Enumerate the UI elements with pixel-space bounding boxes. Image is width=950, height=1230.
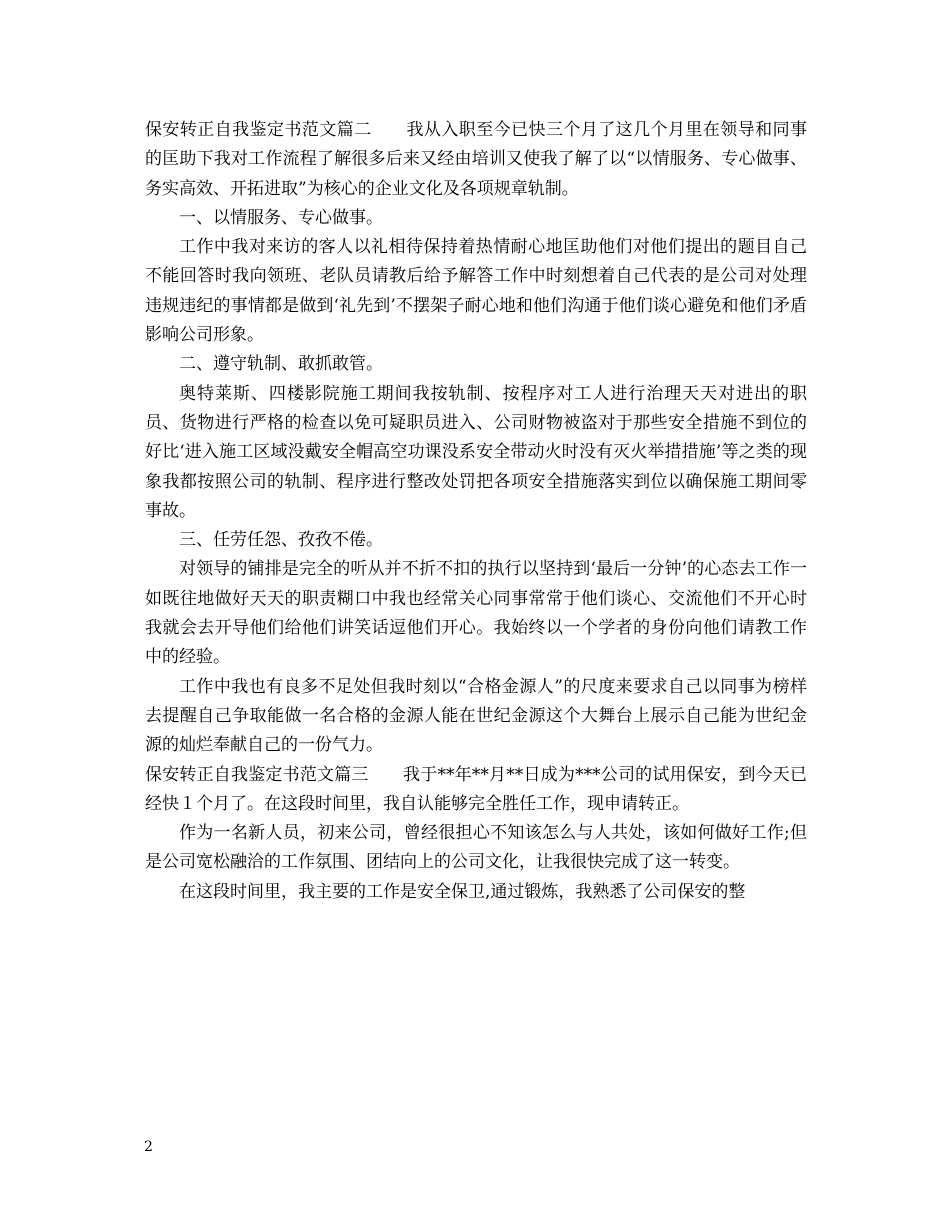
- paragraph-1: 一、以情服务、专心做事。: [179, 207, 383, 228]
- paragraph-8: 保安转正自我鉴定书范文篇三 我于**年**月**日成为***公司的试用保安，到今天已经快１个月了。在这段时间里，我自认能够完全胜任工作，现申请转正。: [145, 764, 807, 814]
- paragraph-5: 三、任劳任怨、孜孜不倦。: [179, 530, 383, 551]
- paragraph-7: 工作中我也有良多不足处但我时刻以“合格金源人”的尺度来要求自己以同事为榜样去提醒自己争取能做一名合格的金源人能在世纪金源这个大舞台上展示自己能为世纪金源的灿烂奉献自己的一份气力。: [145, 676, 807, 756]
- paragraph-9: 作为一名新人员，初来公司，曾经很担心不知该怎么与人共处，该如何做好工作;但是公司宽松融洽的工作氛围、团结向上的公司文化，让我很快完成了这一转变。: [145, 823, 807, 873]
- paragraph-6: 对领导的铺排是完全的听从并不折不扣的执行以坚持到‘最后一分钟’的心态去工作一如既往地做好天天的职责糊口中我也经常关心同事常常于他们谈心、交流他们不开心时我就会去开导他们给他们讲笑话逗他们开心。我始终以一个学者的身份向他们请教工作中的经验。: [145, 559, 807, 668]
- paragraph-4: 奥特莱斯、四楼影院施工期间我按轨制、按程序对工人进行治理天天对进出的职员、货物进行严格的检查以免可疑职员进入、公司财物被盗对于那些安全措施不到位的好比‘进入施工区域没戴安全帽高空功课没系安全带动火时没有灭火举措措施’等之类的现象我都按照公司的轨制、程序进行整改处罚把各项安全措施落实到位以确保施工期间零事故。: [145, 383, 807, 521]
- paragraph-10: 在这段时间里，我主要的工作是安全保卫,通过锻炼，我熟悉了公司保安的整: [179, 881, 746, 902]
- paragraph-0: 保安转正自我鉴定书范文篇二 我从入职至今已快三个月了这几个月里在领导和同事的匡助下我对工作流程了解很多后来又经由培训又使我了解了以“以情服务、专心做事、务实高效、开拓进取”为核心的企业文化及各项规章轨制。: [145, 120, 807, 199]
- document-body: [145, 116, 807, 907]
- page-number: 2: [144, 1139, 153, 1155]
- paragraph-3: 二、遵守轨制、敢抓敢管。: [179, 354, 383, 375]
- paragraph-2: 工作中我对来访的客人以礼相待保持着热情耐心地匡助他们对他们提出的题目自己不能回答时我向领班、老队员请教后给予解答工作中时刻想着自己代表的是公司对处理违规违纪的事情都是做到‘礼先到’不摆架子耐心地和他们沟通于他们谈心避免和他们矛盾影响公司形象。: [145, 237, 807, 346]
